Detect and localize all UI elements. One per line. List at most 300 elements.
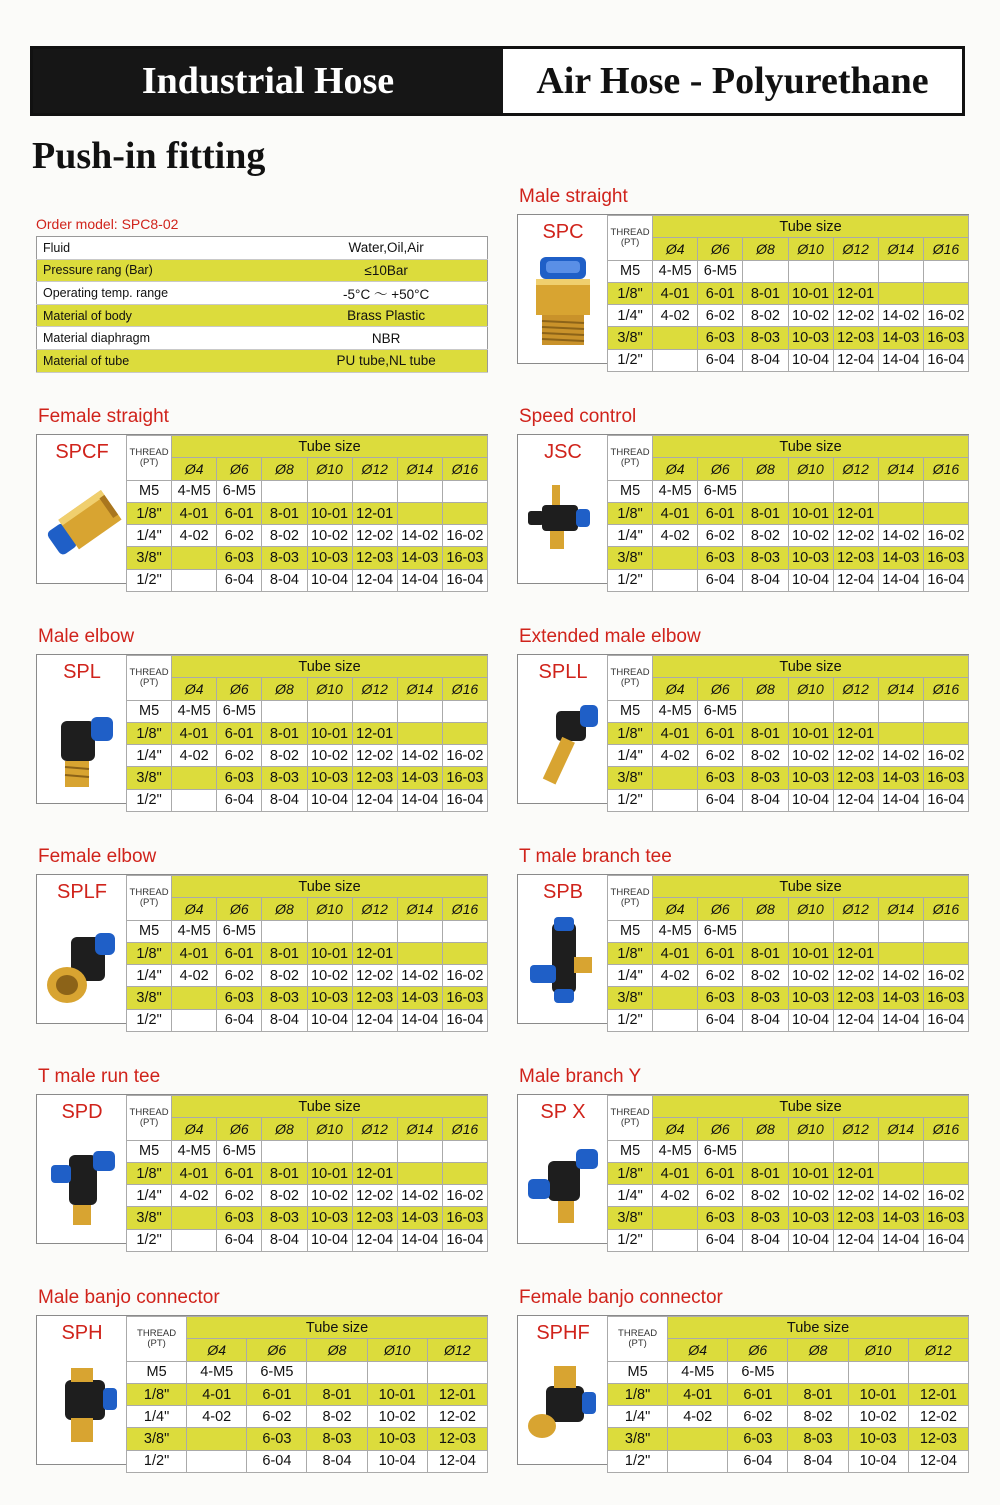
tube-size-label: Ø16 xyxy=(442,898,487,920)
model-cell: 12-01 xyxy=(352,502,397,524)
tube-size-label: Ø10 xyxy=(307,1118,352,1140)
model-cell: 8-01 xyxy=(743,722,788,744)
table-row xyxy=(127,1383,488,1405)
model-cell: 12-02 xyxy=(833,525,878,547)
model-cell: 4-01 xyxy=(653,502,698,524)
spec-value: PU tube,NL tube xyxy=(285,349,487,372)
model-cell: 12-01 xyxy=(427,1383,487,1405)
tube-size-label: Ø8 xyxy=(262,1118,307,1140)
model-cell: 12-04 xyxy=(352,569,397,591)
table-header-row xyxy=(127,656,488,678)
specification-table xyxy=(36,236,488,373)
model-cell: 4-01 xyxy=(172,502,217,524)
model-cell: 8-03 xyxy=(743,547,788,569)
thread-header: THREAD (PT) xyxy=(127,1317,187,1362)
model-cell: 10-04 xyxy=(848,1450,908,1472)
model-cell xyxy=(307,480,352,502)
model-cell: 10-03 xyxy=(788,1207,833,1229)
model-cell: 4-02 xyxy=(653,1185,698,1207)
model-cell: 12-01 xyxy=(833,1162,878,1184)
model-cell xyxy=(788,1140,833,1162)
spec-value: ≤10Bar xyxy=(285,259,487,282)
model-cell xyxy=(172,569,217,591)
table-row xyxy=(608,260,969,282)
tube-size-label: Ø12 xyxy=(833,458,878,480)
product-code: SP X xyxy=(540,1101,586,1123)
model-cell: 6-02 xyxy=(217,525,262,547)
model-cell: 12-04 xyxy=(833,1009,878,1031)
model-cell: 10-04 xyxy=(788,1009,833,1031)
model-cell: 8-04 xyxy=(743,1009,788,1031)
table-row xyxy=(127,920,488,942)
model-cell xyxy=(668,1428,728,1450)
thread-header: THREAD (PT) xyxy=(127,436,172,481)
model-cell xyxy=(923,942,968,964)
thread-label: 1/4" xyxy=(608,745,653,767)
model-cell: 6-M5 xyxy=(698,480,743,502)
tube-size-label: Ø14 xyxy=(878,678,923,700)
model-cell: 10-02 xyxy=(367,1406,427,1428)
tube-size-label: Ø10 xyxy=(788,458,833,480)
model-cell: 10-02 xyxy=(307,525,352,547)
spec-label: Material of body xyxy=(37,304,286,327)
table-row xyxy=(127,789,488,811)
tube-size-label: Ø8 xyxy=(743,238,788,260)
thread-header: THREAD (PT) xyxy=(608,656,653,701)
model-cell: 8-04 xyxy=(743,569,788,591)
model-cell: 4-02 xyxy=(172,525,217,547)
table-row xyxy=(127,525,488,547)
table-row xyxy=(127,722,488,744)
thread-label: 3/8" xyxy=(608,767,653,789)
tube-size-table xyxy=(126,875,488,1032)
model-cell: 6-02 xyxy=(217,965,262,987)
model-cell: 6-01 xyxy=(698,1162,743,1184)
thread-label: 1/4" xyxy=(608,305,653,327)
model-cell: 10-01 xyxy=(307,942,352,964)
thread-label: 1/4" xyxy=(608,965,653,987)
tube-size-label: Ø14 xyxy=(878,238,923,260)
model-cell: 10-03 xyxy=(788,987,833,1009)
table-row xyxy=(608,282,969,304)
model-cell xyxy=(397,700,442,722)
model-cell xyxy=(172,767,217,789)
model-cell: 6-02 xyxy=(698,1185,743,1207)
model-cell: 6-03 xyxy=(698,767,743,789)
model-cell: 10-04 xyxy=(367,1450,427,1472)
model-cell: 14-03 xyxy=(397,1207,442,1229)
product-code: JSC xyxy=(544,441,582,463)
tube-size-header: Tube size xyxy=(653,1096,969,1118)
model-cell xyxy=(923,1140,968,1162)
model-cell xyxy=(923,920,968,942)
model-cell: 8-01 xyxy=(743,282,788,304)
model-cell: 14-03 xyxy=(397,547,442,569)
model-cell: 6-01 xyxy=(217,502,262,524)
model-cell: 14-03 xyxy=(397,987,442,1009)
model-cell: 4-01 xyxy=(172,722,217,744)
tube-size-label: Ø14 xyxy=(397,458,442,480)
model-cell: 6-03 xyxy=(247,1428,307,1450)
model-cell: 6-02 xyxy=(217,1185,262,1207)
model-cell: 4-M5 xyxy=(172,920,217,942)
tube-size-label: Ø8 xyxy=(262,898,307,920)
thread-label: 1/2" xyxy=(127,1009,172,1031)
table-row xyxy=(608,1383,969,1405)
table-row xyxy=(608,502,969,524)
product-name: Extended male elbow xyxy=(519,626,701,647)
model-cell: 6-02 xyxy=(217,745,262,767)
model-cell: 6-M5 xyxy=(698,1140,743,1162)
model-cell: 16-04 xyxy=(923,569,968,591)
tube-size-table xyxy=(607,435,969,592)
thread-label: 1/2" xyxy=(127,789,172,811)
table-row xyxy=(608,700,969,722)
model-cell: 10-02 xyxy=(307,745,352,767)
model-cell: 12-02 xyxy=(352,965,397,987)
thread-label: 1/2" xyxy=(608,349,653,371)
product-code: SPB xyxy=(542,881,584,903)
model-cell: 8-04 xyxy=(262,1009,307,1031)
table-row xyxy=(127,987,488,1009)
model-cell xyxy=(262,480,307,502)
product-card xyxy=(36,654,488,809)
model-cell: 16-03 xyxy=(442,987,487,1009)
table-row xyxy=(127,700,488,722)
model-cell: 8-04 xyxy=(262,569,307,591)
model-cell: 12-03 xyxy=(833,327,878,349)
model-cell: 6-M5 xyxy=(217,1140,262,1162)
model-cell: 10-02 xyxy=(307,965,352,987)
product-code: SPLL xyxy=(538,661,588,683)
tube-size-label: Ø12 xyxy=(833,1118,878,1140)
model-cell xyxy=(743,1140,788,1162)
tube-size-label: Ø10 xyxy=(788,1118,833,1140)
model-cell: 12-03 xyxy=(352,767,397,789)
model-cell: 4-02 xyxy=(172,965,217,987)
thread-label: M5 xyxy=(608,920,653,942)
thread-label: 1/4" xyxy=(127,1185,172,1207)
table-row xyxy=(127,942,488,964)
tube-size-label: Ø12 xyxy=(352,1118,397,1140)
table-row xyxy=(127,480,488,502)
model-cell: 10-03 xyxy=(367,1428,427,1450)
table-row xyxy=(127,767,488,789)
tube-size-label: Ø6 xyxy=(698,238,743,260)
model-cell: 10-04 xyxy=(307,1229,352,1251)
model-cell: 4-M5 xyxy=(653,480,698,502)
model-cell: 14-04 xyxy=(878,1009,923,1031)
model-cell xyxy=(307,920,352,942)
table-row xyxy=(127,569,488,591)
model-cell: 6-M5 xyxy=(217,920,262,942)
table-header-row xyxy=(127,436,488,458)
thread-label: M5 xyxy=(608,700,653,722)
model-cell: 10-03 xyxy=(307,1207,352,1229)
model-cell xyxy=(743,480,788,502)
model-cell xyxy=(653,1009,698,1031)
thread-label: 1/8" xyxy=(127,502,172,524)
spec-label: Pressure rang (Bar) xyxy=(37,259,286,282)
tube-size-label: Ø14 xyxy=(878,898,923,920)
thread-label: 3/8" xyxy=(127,767,172,789)
model-cell: 4-02 xyxy=(653,525,698,547)
tube-size-label: Ø6 xyxy=(217,898,262,920)
model-cell xyxy=(442,700,487,722)
model-cell xyxy=(878,260,923,282)
tube-size-table xyxy=(607,655,969,812)
model-cell: 6-04 xyxy=(698,349,743,371)
tube-size-label: Ø12 xyxy=(908,1339,968,1361)
model-cell xyxy=(172,1229,217,1251)
model-cell: 6-02 xyxy=(728,1406,788,1428)
table-row xyxy=(608,480,969,502)
tube-size-label: Ø6 xyxy=(698,898,743,920)
model-cell: 10-01 xyxy=(307,502,352,524)
table-row xyxy=(608,1450,969,1472)
size-header-row xyxy=(127,898,488,920)
table-header-row xyxy=(127,876,488,898)
table-row xyxy=(608,1185,969,1207)
model-cell: 6-04 xyxy=(728,1450,788,1472)
model-cell: 16-04 xyxy=(923,349,968,371)
model-cell: 12-01 xyxy=(833,722,878,744)
model-cell xyxy=(743,920,788,942)
tube-size-header: Tube size xyxy=(668,1317,969,1339)
model-cell xyxy=(262,920,307,942)
product-name: Male elbow xyxy=(38,626,135,647)
product-card xyxy=(36,434,488,589)
thread-label: M5 xyxy=(127,480,172,502)
table-row xyxy=(127,965,488,987)
model-cell: 6-01 xyxy=(698,942,743,964)
model-cell: 12-01 xyxy=(833,502,878,524)
model-cell: 4-01 xyxy=(653,722,698,744)
table-row xyxy=(608,1428,969,1450)
tube-size-header: Tube size xyxy=(653,876,969,898)
model-cell: 16-03 xyxy=(923,327,968,349)
model-cell: 8-02 xyxy=(743,965,788,987)
thread-label: 1/2" xyxy=(608,1450,668,1472)
model-cell: 6-03 xyxy=(698,1207,743,1229)
model-cell: 10-04 xyxy=(307,789,352,811)
model-cell: 10-04 xyxy=(788,1229,833,1251)
model-cell xyxy=(653,789,698,811)
model-cell: 14-04 xyxy=(878,569,923,591)
model-cell: 4-M5 xyxy=(653,260,698,282)
tube-size-table xyxy=(607,875,969,1032)
model-cell: 16-03 xyxy=(442,767,487,789)
model-cell xyxy=(923,480,968,502)
model-cell: 4-M5 xyxy=(668,1361,728,1383)
model-cell: 6-04 xyxy=(217,1229,262,1251)
model-cell: 8-01 xyxy=(262,722,307,744)
model-cell: 8-03 xyxy=(743,327,788,349)
model-cell: 10-01 xyxy=(788,282,833,304)
table-row xyxy=(608,1207,969,1229)
model-cell xyxy=(442,722,487,744)
tube-size-table xyxy=(607,215,969,372)
model-cell: 16-02 xyxy=(442,525,487,547)
model-cell: 10-04 xyxy=(307,569,352,591)
model-cell: 12-03 xyxy=(833,1207,878,1229)
tube-size-label: Ø10 xyxy=(307,458,352,480)
model-cell: 12-02 xyxy=(352,1185,397,1207)
model-cell: 6-03 xyxy=(217,547,262,569)
model-cell: 6-02 xyxy=(698,525,743,547)
model-cell: 6-02 xyxy=(698,965,743,987)
model-cell: 16-04 xyxy=(442,1229,487,1251)
tube-size-label: Ø6 xyxy=(698,1118,743,1140)
tube-size-label: Ø4 xyxy=(653,678,698,700)
thread-label: M5 xyxy=(608,260,653,282)
tube-size-label: Ø16 xyxy=(923,898,968,920)
male-banjo-fitting-icon xyxy=(41,1352,123,1458)
model-cell: 12-02 xyxy=(833,745,878,767)
model-cell xyxy=(923,722,968,744)
model-cell: 16-02 xyxy=(923,1185,968,1207)
product-code: SPD xyxy=(61,1101,103,1123)
thread-label: 3/8" xyxy=(127,987,172,1009)
model-cell xyxy=(833,480,878,502)
model-cell: 6-04 xyxy=(698,1009,743,1031)
tube-size-header: Tube size xyxy=(653,436,969,458)
tube-size-label: Ø4 xyxy=(187,1339,247,1361)
tube-size-label: Ø10 xyxy=(307,898,352,920)
tube-size-header: Tube size xyxy=(653,656,969,678)
model-cell: 12-03 xyxy=(833,547,878,569)
table-row xyxy=(608,789,969,811)
tube-size-label: Ø12 xyxy=(352,898,397,920)
model-cell: 10-02 xyxy=(788,525,833,547)
table-row xyxy=(608,349,969,371)
spec-row xyxy=(37,349,488,372)
thread-label: 1/2" xyxy=(127,1229,172,1251)
tube-size-label: Ø12 xyxy=(833,238,878,260)
model-cell xyxy=(397,722,442,744)
model-cell: 10-04 xyxy=(307,1009,352,1031)
model-cell xyxy=(172,547,217,569)
thread-label: 1/8" xyxy=(608,502,653,524)
model-cell: 6-02 xyxy=(698,305,743,327)
model-cell xyxy=(878,700,923,722)
model-cell: 16-02 xyxy=(923,745,968,767)
product-name: Female straight xyxy=(38,406,169,427)
model-cell: 8-04 xyxy=(262,1229,307,1251)
tube-size-label: Ø16 xyxy=(923,1118,968,1140)
table-header-row xyxy=(608,1317,969,1339)
model-cell: 8-02 xyxy=(262,1185,307,1207)
product-card xyxy=(517,214,969,369)
thread-label: 3/8" xyxy=(608,987,653,1009)
size-header-row xyxy=(608,678,969,700)
table-row xyxy=(608,1406,969,1428)
tube-size-label: Ø8 xyxy=(743,1118,788,1140)
tube-size-header: Tube size xyxy=(187,1317,488,1339)
table-row xyxy=(127,1361,488,1383)
tube-size-header: Tube size xyxy=(172,656,488,678)
product-name: Male banjo connector xyxy=(38,1287,220,1308)
model-cell: 16-02 xyxy=(923,305,968,327)
model-cell: 12-02 xyxy=(833,965,878,987)
model-cell xyxy=(848,1361,908,1383)
model-cell: 10-01 xyxy=(788,942,833,964)
tube-size-label: Ø4 xyxy=(653,238,698,260)
tube-size-label: Ø10 xyxy=(788,238,833,260)
model-cell xyxy=(653,327,698,349)
model-cell: 12-01 xyxy=(352,1162,397,1184)
thread-label: 1/4" xyxy=(608,1406,668,1428)
model-cell xyxy=(172,789,217,811)
model-cell: 10-02 xyxy=(788,305,833,327)
model-cell: 10-01 xyxy=(307,722,352,744)
model-cell: 16-03 xyxy=(923,1207,968,1229)
spec-label: Material diaphragm xyxy=(37,327,286,350)
model-cell: 8-01 xyxy=(743,942,788,964)
tube-size-header: Tube size xyxy=(172,1096,488,1118)
thread-label: 3/8" xyxy=(127,547,172,569)
model-cell xyxy=(923,282,968,304)
model-cell: 6-03 xyxy=(698,327,743,349)
model-cell: 10-02 xyxy=(848,1406,908,1428)
size-header-row xyxy=(608,458,969,480)
tube-size-label: Ø8 xyxy=(262,458,307,480)
product-code: SPLF xyxy=(56,881,108,903)
product-name: Male straight xyxy=(519,186,628,207)
thread-label: 1/2" xyxy=(608,1009,653,1031)
model-cell xyxy=(442,942,487,964)
thread-label: M5 xyxy=(608,1140,653,1162)
tube-size-label: Ø14 xyxy=(878,458,923,480)
model-cell: 16-03 xyxy=(923,767,968,789)
model-cell: 12-02 xyxy=(427,1406,487,1428)
tube-size-label: Ø4 xyxy=(653,1118,698,1140)
model-cell: 12-04 xyxy=(833,349,878,371)
thread-header: THREAD (PT) xyxy=(608,1096,653,1141)
model-cell xyxy=(172,1009,217,1031)
thread-header: THREAD (PT) xyxy=(608,1317,668,1362)
table-row xyxy=(608,569,969,591)
model-cell: 8-02 xyxy=(788,1406,848,1428)
model-cell: 16-03 xyxy=(442,1207,487,1229)
thread-label: 1/8" xyxy=(127,1383,187,1405)
spec-row xyxy=(37,327,488,350)
model-cell: 10-01 xyxy=(788,1162,833,1184)
model-cell: 10-03 xyxy=(848,1428,908,1450)
model-cell xyxy=(923,502,968,524)
table-row xyxy=(608,305,969,327)
model-cell: 12-01 xyxy=(352,722,397,744)
model-cell: 6-04 xyxy=(698,1229,743,1251)
model-cell: 16-02 xyxy=(442,745,487,767)
table-row xyxy=(608,767,969,789)
thread-label: 1/2" xyxy=(127,569,172,591)
model-cell: 16-03 xyxy=(442,547,487,569)
model-cell: 8-03 xyxy=(307,1428,367,1450)
model-cell: 10-03 xyxy=(788,547,833,569)
tube-size-label: Ø10 xyxy=(307,678,352,700)
model-cell: 6-02 xyxy=(247,1406,307,1428)
thread-header: THREAD (PT) xyxy=(608,216,653,261)
model-cell: 12-04 xyxy=(833,1229,878,1251)
model-cell: 4-M5 xyxy=(172,700,217,722)
spec-value: -5°C ～ +50°C xyxy=(285,282,487,305)
model-cell: 8-03 xyxy=(788,1428,848,1450)
tube-size-label: Ø6 xyxy=(217,1118,262,1140)
table-row xyxy=(608,722,969,744)
product-code: SPCF xyxy=(55,441,109,463)
table-row xyxy=(127,1009,488,1031)
